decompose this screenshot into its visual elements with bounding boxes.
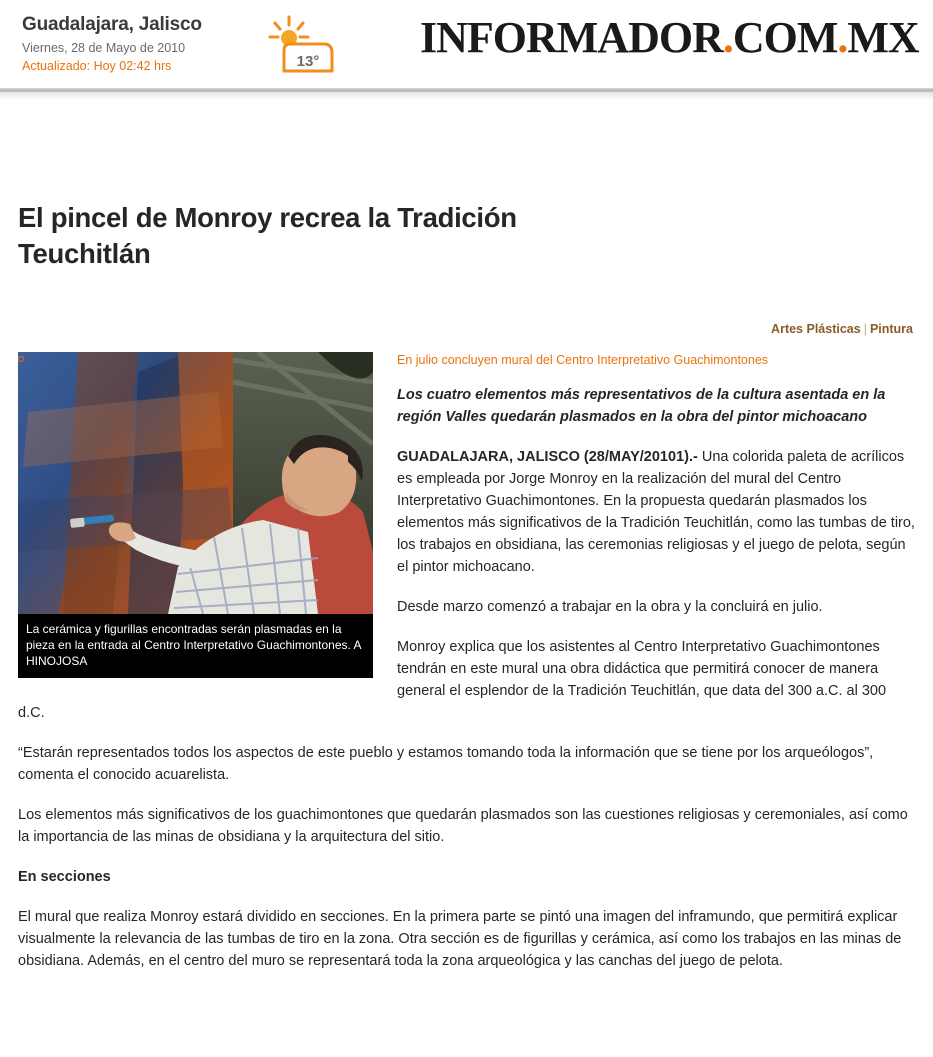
header-updated: Actualizado: Hoy 02:42 hrs <box>22 59 172 73</box>
header-locale-block <box>0 0 250 74</box>
article-figure <box>18 352 373 678</box>
logo-part-com: COM <box>732 13 838 62</box>
header-date: Viernes, 28 de Mayo de 2010 <box>22 41 186 55</box>
photo-caption: La cerámica y figurillas encontradas serán plasmadas en la pieza en la entrada al Centro Interpretativo Guachimontones. A HINOJOSA <box>18 614 373 678</box>
section-link-artes-plasticas[interactable]: Artes Plásticas <box>771 322 861 336</box>
article-paragraph-1-text: Una colorida paleta de acrílicos es empleada por Jorge Monroy en la realización del mural del Centro Interpretativo Guachimontones. En la propuesta quedarán plasmados los elementos más significativos de la Tradición Teuchitlán, como las tumbas de tiro, los trabajos en obsidiana, las ceremonias religiosas y el juego de pelota, según el pintor michoacano. <box>397 449 915 575</box>
logo-dot-2: . <box>837 13 848 62</box>
article-sections <box>18 322 915 336</box>
article-lead: Los cuatro elementos más representativos de la cultura asentada en la región Valles quedarán plasmados en la obra del pintor michoacano <box>397 387 886 425</box>
site-logo[interactable] <box>420 12 919 63</box>
article-subheading: En secciones <box>18 869 111 885</box>
section-separator: | <box>863 322 867 336</box>
logo-part-mx: MX <box>847 13 919 62</box>
article-paragraph-5: Los elementos más significativos de los guachimontones que quedarán plasmados son las cuestiones religiosas y ceremoniales, así como la importancia de las minas de obsidiana y la arquitectura del sitio. <box>18 807 908 845</box>
logo-part-informador: INFORMADOR <box>420 13 723 62</box>
article-paragraph-2: Desde marzo comenzó a trabajar en la obra y la concluirá en julio. <box>397 599 823 615</box>
related-link-row[interactable] <box>18 352 915 368</box>
sun-cloud-icon <box>262 14 372 84</box>
article-photo <box>18 352 373 614</box>
page-title: El pincel de Monroy recrea la Tradición Teuchitlán <box>18 202 517 269</box>
header-city: Guadalajara, Jalisco <box>22 14 202 35</box>
related-article-link[interactable]: En julio concluyen mural del Centro Interpretativo Guachimontones <box>397 353 769 367</box>
painter-photo-illustration <box>18 352 373 614</box>
article-paragraph-3: Monroy explica que los asistentes al Centro Interpretativo Guachimontones tendrán en este mural una obra didáctica que permitirá conocer de manera general el esplendor de la Tradición Teuchitlán, que data del 300 a.C. al 300 d.C. <box>18 639 887 721</box>
section-link-pintura[interactable]: Pintura <box>869 322 913 336</box>
weather-widget[interactable] <box>262 14 372 84</box>
weather-temp-text: 13° <box>296 53 320 70</box>
article-paragraph-6: El mural que realiza Monroy estará dividido en secciones. En la primera parte se pintó una imagen del inframundo, que permitirá explicar visualmente la relevancia de las tumbas de tiro en la zona. Otra sección es de figurillas y cerámica, así como los trabajos en las minas de obsidiana. Además, en el centro del muro se representará toda la zona arqueológica y las canchas del juego de pelota. <box>18 909 902 969</box>
article-paragraph-4: “Estarán representados todos los aspectos de este pueblo y estamos tomando toda la información que se tiene por los arqueólogos”, comenta el conocido acuarelista. <box>18 745 874 783</box>
header-shadow <box>0 92 933 100</box>
article-dateline: GUADALAJARA, JALISCO (28/MAY/20101).- <box>397 449 698 465</box>
site-header <box>0 0 933 88</box>
article-container <box>0 200 933 972</box>
logo-dot-1: . <box>722 13 733 62</box>
article-body <box>18 352 915 972</box>
bullet-icon <box>18 356 24 362</box>
